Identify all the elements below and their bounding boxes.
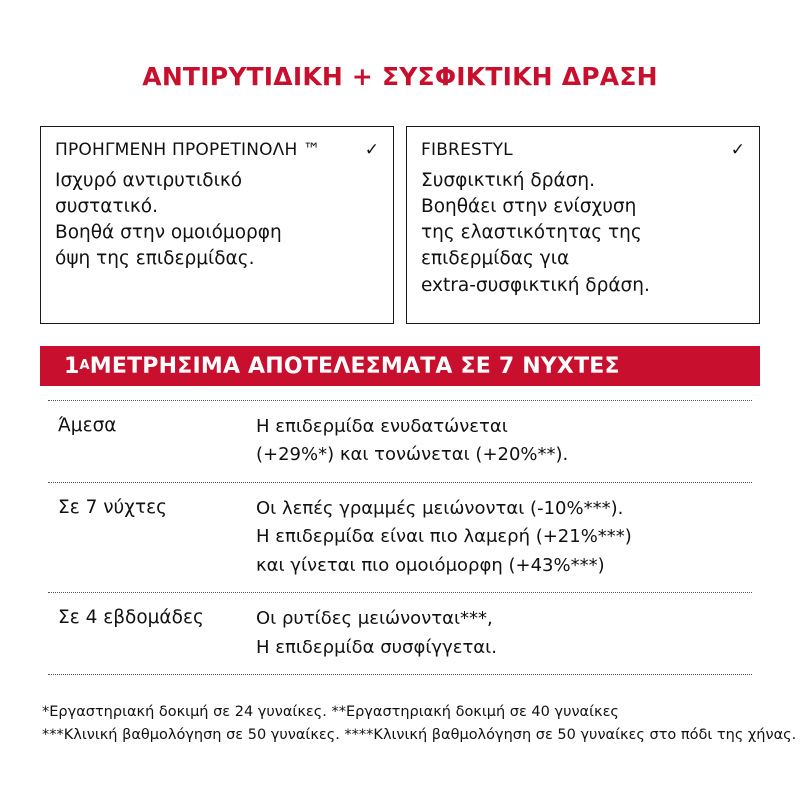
ingredient-title: FIBRESTYL [421,140,513,160]
result-value [256,605,752,662]
result-label: Σε 7 νύχτες [58,496,167,518]
banner-prefix: 1 [64,353,80,379]
footnote-line: ***Κλινική βαθμολόγηση σε 50 γυναίκες. ****Κλινική βαθμολόγηση σε 50 γυναίκες στο πόδι της χήνας. [42,727,797,744]
ingredient-line: extra-συσφικτική δράση. [421,274,650,296]
result-line: Οι λεπές γραμμές μειώνονται (-10%***). [256,497,624,519]
ingredient-line: Συσφικτική δράση. [421,169,595,191]
ingredient-line: της ελαστικότητας της [421,222,642,244]
result-line: Οι ρυτίδες μειώνονται***, [256,608,493,630]
result-value [256,495,752,580]
footnotes [40,701,797,747]
ingredient-line: όψη της επιδερμίδας. [55,248,255,270]
ingredient-line: Ισχυρό αντιρυτιδικό [55,169,243,191]
result-line: (+29%*) και τονώνεται (+20%**). [256,444,569,466]
result-line: Η επιδερμίδα συσφίγγεται. [256,636,497,658]
table-row [48,593,752,674]
ingredient-description [55,168,379,273]
ingredient-box-fibrestyl [406,126,760,324]
result-line: Η επιδερμίδα ενυδατώνεται [256,416,508,437]
ingredient-box-header [421,141,745,161]
footnote-line: *Εργαστηριακή δοκιμή σε 24 γυναίκες. **Εργαστηριακή δοκιμή σε 40 γυναίκες [42,704,619,721]
ingredient-line: συστατικό. [55,195,158,217]
result-line: Η επιδερμίδα είναι πιο λαμερή (+21%***) [256,526,632,548]
ingredient-box-proretinol [40,126,394,324]
ingredient-title: ΠΡΟΗΓΜΕΝΗ ΠΡΟΡΕΤΙΝΟΛΗ ™ [55,140,321,160]
divider [48,674,752,675]
ingredient-box-header [55,141,379,161]
results-banner: 1 Α ΜΕΤΡΗΣΙΜΑ ΑΠΟΤΕΛΕΣΜΑΤΑ ΣΕ 7 ΝΥΧΤΕΣ [40,346,760,386]
ingredient-boxes [40,126,760,324]
ingredient-description [421,168,745,299]
results-table [40,400,760,675]
result-label: Άμεσα [58,415,117,436]
check-icon: ✓ [364,140,379,160]
result-line: και γίνεται πιο ομοιόμορφη (+43%***) [256,554,605,576]
check-icon: ✓ [730,140,745,160]
banner-text: ΜΕΤΡΗΣΙΜΑ ΑΠΟΤΕΛΕΣΜΑΤΑ ΣΕ 7 ΝΥΧΤΕΣ [89,353,620,379]
result-value [256,413,752,470]
result-label: Σε 4 εβδομάδες [58,607,204,629]
page-title: ΑΝΤΙΡΥΤΙΔΙΚΗ + ΣΥΣΦΙΚΤΙΚΗ ΔΡΑΣΗ [142,62,658,91]
ingredient-line: Βοηθάει στην ενίσχυση [421,195,637,217]
ingredient-line: επιδερμίδας για [421,248,570,270]
ingredient-line: Βοηθά στην ομοιόμορφη [55,222,282,244]
table-row [48,401,752,482]
table-row [48,483,752,592]
